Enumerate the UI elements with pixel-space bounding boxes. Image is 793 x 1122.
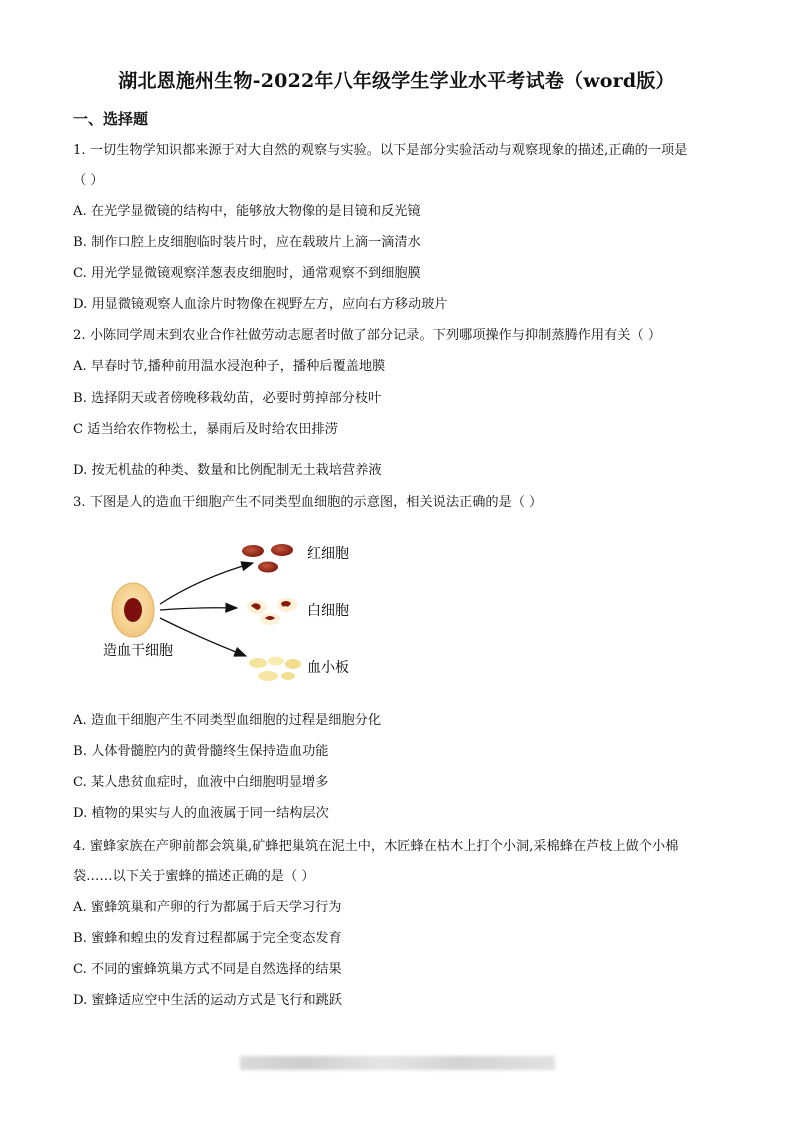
blood-cell-diagram bbox=[90, 530, 390, 700]
question-3-option-b: B. 人体骨髓腔内的黄骨髓终生保持造血功能 bbox=[73, 744, 329, 759]
question-4-option-b: B. 蜜蜂和蝗虫的发育过程都属于完全变态发育 bbox=[73, 931, 342, 946]
question-4-option-d: D. 蜜蜂适应空中生活的运动方式是飞行和跳跃 bbox=[73, 993, 343, 1008]
question-2-option-b: B. 选择阴天或者傍晚移栽幼苗，必要时剪掉部分枝叶 bbox=[73, 391, 382, 406]
platelets bbox=[249, 657, 301, 682]
question-4-option-a: A. 蜜蜂筑巢和产卵的行为都属于后天学习行为 bbox=[73, 900, 342, 915]
question-3-stem: 3. 下图是人的造血干细胞产生不同类型血细胞的示意图，相关说法正确的是（ ） bbox=[73, 495, 543, 510]
platelet bbox=[258, 671, 278, 681]
question-2-stem: 2. 小陈同学周末到农业合作社做劳动志愿者时做了部分记录。下列哪项操作与抑制蒸腾作用有关（ ） bbox=[73, 328, 662, 343]
question-3-option-d: D. 植物的果实与人的血液属于同一结构层次 bbox=[73, 806, 329, 821]
arrow-to-white-cells bbox=[160, 608, 237, 610]
question-1-stem: 1. 一切生物学知识都来源于对大自然的观察与实验。以下是部分实验活动与观察现象的描述,正确的一项是 bbox=[73, 143, 688, 158]
question-2-option-c: C 适当给农作物松土，暴雨后及时给农田排涝 bbox=[73, 422, 338, 437]
question-4-stem-continued: 袋……以下关于蜜蜂的描述正确的是（ ） bbox=[73, 869, 315, 884]
question-4-stem: 4. 蜜蜂家族在产卵前都会筑巢,矿蜂把巢筑在泥土中，木匠蜂在枯木上打个小洞,采棉蜂在芦枝上做个小棉 bbox=[73, 839, 679, 854]
section-heading: 一、选择题 bbox=[73, 110, 149, 128]
question-1-option-b: B. 制作口腔上皮细胞临时装片时，应在载玻片上滴一滴清水 bbox=[73, 235, 421, 250]
question-2-option-a: A. 早春时节,播种前用温水浸泡种子，播种后覆盖地膜 bbox=[73, 359, 386, 374]
red-cell bbox=[271, 544, 293, 556]
label-platelets: 血小板 bbox=[307, 660, 349, 676]
question-1-option-c: C. 用光学显微镜观察洋葱表皮细胞时，通常观察不到细胞膜 bbox=[73, 266, 421, 281]
label-red-cells: 红细胞 bbox=[307, 546, 349, 562]
arrow-to-red-cells bbox=[160, 563, 253, 604]
question-3-option-c: C. 某人患贫血症时，血液中白细胞明显增多 bbox=[73, 775, 329, 790]
platelet bbox=[285, 659, 301, 669]
blurred-footer-watermark bbox=[240, 1056, 555, 1070]
question-1-option-a: A. 在光学显微镜的结构中，能够放大物像的是目镜和反光镜 bbox=[73, 204, 421, 219]
question-3-option-a: A. 造血干细胞产生不同类型血细胞的过程是细胞分化 bbox=[73, 713, 382, 728]
platelet bbox=[268, 657, 284, 666]
question-2-option-d: D. 按无机盐的种类、数量和比例配制无土栽培营养液 bbox=[73, 463, 382, 478]
page-title: 湖北恩施州生物-2022年八年级学生学业水平考试卷（word版） bbox=[118, 70, 675, 92]
platelet bbox=[249, 658, 267, 668]
label-stem-cell: 造血干细胞 bbox=[103, 643, 173, 659]
question-1-option-d: D. 用显微镜观察人血涂片时物像在视野左方，应向右方移动玻片 bbox=[73, 297, 448, 312]
diagram-svg bbox=[90, 530, 390, 700]
stem-cell-nucleus bbox=[124, 598, 142, 622]
question-4-option-c: C. 不同的蜜蜂筑巢方式不同是自然选择的结果 bbox=[73, 962, 342, 977]
red-cell bbox=[258, 562, 278, 573]
question-1-bracket: （ ） bbox=[73, 173, 104, 188]
label-white-cells: 白细胞 bbox=[307, 603, 349, 619]
platelet bbox=[281, 672, 295, 680]
red-cell bbox=[242, 545, 264, 557]
white-blood-cells bbox=[247, 598, 297, 625]
red-blood-cells bbox=[242, 544, 293, 573]
